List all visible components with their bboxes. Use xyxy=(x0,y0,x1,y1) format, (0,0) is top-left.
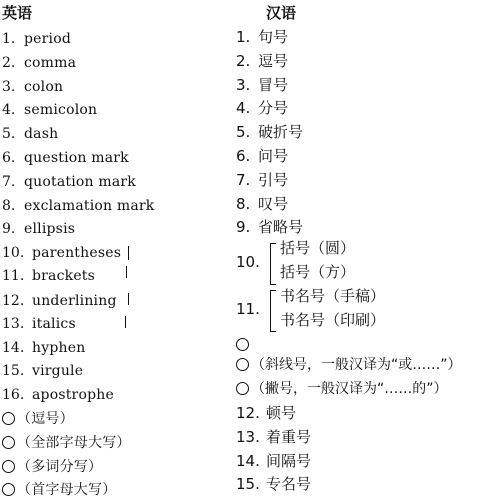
chinese-item: 4. 分号 xyxy=(236,99,289,117)
english-item: 7. quotation mark xyxy=(2,174,136,190)
english-note-item: （首字母大写） xyxy=(2,480,116,500)
english-item: 10. parentheses xyxy=(2,245,122,261)
english-note-item: （逗号） xyxy=(2,409,74,429)
english-item: 6. question mark xyxy=(2,150,129,166)
chinese-item: 3. 冒号 xyxy=(236,76,289,94)
empty-circle-icon xyxy=(2,412,15,425)
chinese-item: 7. 引号 xyxy=(236,171,289,189)
english-note-item: （多词分写） xyxy=(2,457,102,477)
chinese-item: 2. 逗号 xyxy=(236,52,289,70)
group-brace-mark xyxy=(128,293,129,305)
empty-circle-icon xyxy=(236,382,249,395)
english-item: 12. underlining xyxy=(2,293,117,309)
chinese-column-header: 汉语 xyxy=(266,4,297,22)
empty-circle-icon xyxy=(2,436,15,449)
group-brace-mark xyxy=(125,316,126,328)
english-column-header: 英语 xyxy=(2,4,33,22)
chinese-item: 6. 问号 xyxy=(236,147,289,165)
chinese-note-item: （撇号，一般汉译为“……的”） xyxy=(236,379,448,399)
chinese-item: 5. 破折号 xyxy=(236,123,304,141)
chinese-item: 8. 叹号 xyxy=(236,195,289,213)
english-item: 8. exclamation mark xyxy=(2,198,155,214)
left-bracket-mark xyxy=(270,290,276,332)
english-item: 11. brackets xyxy=(2,268,96,284)
chinese-item: 1. 句号 xyxy=(236,28,289,46)
group-number: 11. xyxy=(236,300,260,318)
english-item: 15. virgule xyxy=(2,363,84,379)
english-item: 5. dash xyxy=(2,126,59,142)
chinese-item: 15. 专名号 xyxy=(236,475,312,493)
chinese-item: 括号（方） xyxy=(280,263,356,281)
english-item: 2. comma xyxy=(2,55,77,71)
english-item: 13. italics xyxy=(2,316,76,332)
chinese-item: 14. 间隔号 xyxy=(236,452,312,470)
empty-circle-icon xyxy=(236,358,249,371)
english-item: 4. semicolon xyxy=(2,102,98,118)
english-item: 3. colon xyxy=(2,79,64,95)
group-brace-mark xyxy=(126,266,127,278)
english-item: 16. apostrophe xyxy=(2,387,114,403)
empty-circle-icon xyxy=(2,483,15,496)
chinese-note-item xyxy=(236,334,251,354)
english-item: 14. hyphen xyxy=(2,340,86,356)
chinese-item: 书名号（手稿） xyxy=(280,287,386,305)
english-item: 9. ellipsis xyxy=(2,221,76,237)
english-note-item: （全部字母大写） xyxy=(2,433,131,453)
chinese-note-item: （斜线号，一般汉译为“或……”） xyxy=(236,355,462,375)
left-bracket-mark xyxy=(270,243,276,285)
group-brace-mark xyxy=(128,246,129,260)
chinese-item: 12. 顿号 xyxy=(236,404,297,422)
chinese-item: 9. 省略号 xyxy=(236,218,304,236)
english-item: 1. period xyxy=(2,31,72,47)
chinese-item: 括号（圆） xyxy=(280,239,356,257)
empty-circle-icon xyxy=(236,338,249,351)
chinese-item: 书名号（印刷） xyxy=(280,311,386,329)
empty-circle-icon xyxy=(2,460,15,473)
chinese-item: 13. 着重号 xyxy=(236,428,312,446)
group-number: 10. xyxy=(236,253,260,271)
